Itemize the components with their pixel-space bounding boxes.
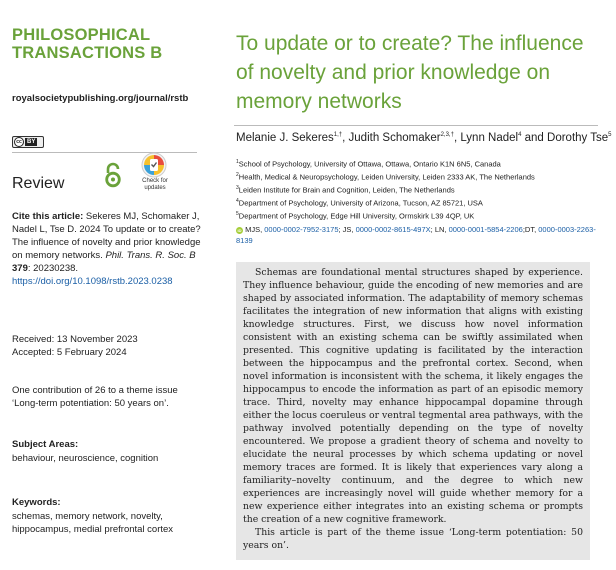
article-title: To update or to create? The influence of novelty and prior knowledge on memory networks [236,32,584,113]
left-divider [12,152,197,153]
affiliation-text: Health, Medical & Neuropsychology, Leiden University, Leiden 2333 AK, The Netherlands [238,172,535,182]
author-affiliation-marker: 2,3,† [440,132,454,139]
received-date: Received: 13 November 2023 [12,334,138,345]
author-affiliation-marker: 4 [518,132,522,139]
crossmark-icon[interactable] [141,152,167,178]
orcid-id-link[interactable]: 0000-0002-7952-3175 [264,225,339,234]
orcid-id-link[interactable]: 0000-0003-2263-8139 [236,225,596,245]
affiliation-text: Department of Psychology, Edge Hill University, Ormskirk L39 4QP, UK [238,211,475,221]
citation-journal: Phil. Trans. R. Soc. B [105,250,196,261]
citation [12,210,204,288]
orcid-author: DT, [524,225,539,234]
orcid-separator: ; [522,225,525,234]
theme-issue-statement: This article is part of the theme issue ‘Long-term potentiation: 50 years on’. [243,527,583,551]
orcid-icon: iD [237,227,242,233]
author-name: Lynn Nadel [460,132,519,144]
journal-url[interactable]: royalsocietypublishing.org/journal/rstb [12,93,189,104]
subject-areas-heading: Subject Areas: [12,439,79,450]
article-type: Review [12,175,65,192]
cc-icon: cc [14,137,24,147]
cc-by-license-badge[interactable] [12,136,44,148]
abstract-paragraph: Schemas are foundational mental structures shaped by experience. They influence behaviour, guide the encoding of new memories and are shaped by associated information. The adaptability of memory schemas facilitates the integration of new information that aligns with existing knowledge structures. First, we discuss how novel information consistent with an existing schema can be swiftly assimilated when presented. This cognitive updating is facilitated by the interaction between the hippocampus and the prefrontal cortex. Second, when novel information is inconsistent with the schema, it likely engages the hippocampus to encode the information as part of an episodic memory trace. Third, novelty may enhance hippocampal dopamine through either the locus coeruleus or ventral tegmental area pathways, with the pathway involved potentially depending on the type of novelty encountered. We propose a gradient theory of schema and novelty to elucidate the neural processes by which schema updating or novel memory traces are formed. It is likely that experiences vary along a familiarity–novelty continuum, and the degree to which new experiences are increasingly novel will guide whether memory for a new experience either integrates into an existing schema or prompts the creation of a new cognitive framework. [243,267,583,525]
theme-issue-note: One contribution of 26 to a theme issue ‘Long-term potentiation: 50 years on’. [12,385,178,409]
abstract-box [236,262,590,560]
journal-name [12,26,212,62]
orcid-separator: ; [338,225,343,234]
affiliation-text: School of Psychology, University of Ottawa, Ottawa, Ontario K1N 6N5, Canada [238,159,501,169]
author-separator: , [342,132,349,144]
subject-areas-text: behaviour, neuroscience, cognition [12,453,159,464]
citation-volume: 379 [12,263,28,274]
author-separator: , [453,132,461,144]
right-divider [234,125,598,126]
affiliation-text: Department of Psychology, University of Arizona, Tucson, AZ 85721, USA [238,198,483,208]
dates [12,333,204,359]
citation-label: Cite this article: [12,211,84,222]
affiliation-text: Leiden Institute for Brain and Cognition, Leiden, The Netherlands [238,185,455,195]
affiliation-number: 3 [236,185,239,191]
affiliation-item [236,209,604,222]
citation-article-number: : 20230238. [27,263,79,274]
by-label: BY [27,139,36,145]
orcid-separator: ; [430,225,435,234]
affiliation-number: 5 [236,211,239,217]
affiliation-number: 1 [236,159,239,165]
affiliation-item [236,196,604,209]
orcid-author: LN, [434,225,449,234]
accepted-date: Accepted: 5 February 2024 [12,347,127,358]
affiliation-number: 4 [236,198,239,204]
orcid-id-link[interactable]: 0000-0002-8615-497X [355,225,431,234]
author-separator: and [521,132,548,144]
orcid-author: MJS, [245,225,265,234]
check-updates-label[interactable]: Check for updates [142,178,168,191]
author-name: Judith Schomaker [348,132,441,144]
journal-name-line1: PHILOSOPHICAL [12,26,151,44]
orcid-author: JS, [342,225,356,234]
citation-doi-link[interactable]: https://doi.org/10.1098/rstb.2023.0238 [12,276,173,287]
author-affiliation-marker: 5 [608,132,612,139]
author-list [236,132,612,144]
affiliation-item [236,183,604,196]
affiliation-list [236,157,604,222]
author-affiliation-marker: 1,† [333,132,343,139]
author-name: Melanie J. Sekeres [236,132,334,144]
affiliation-item [236,170,604,183]
affiliation-item [236,157,604,170]
affiliation-number: 2 [236,172,239,178]
open-access-lock-icon [103,162,123,188]
journal-name-line2: TRANSACTIONS B [12,44,163,62]
orcid-list [236,224,604,246]
citation-text: Sekeres MJ, Schomaker J, Nadel L, Tse D. 2024 To update or to create? The influence of novelty and prior knowledge on memory networks. [12,211,201,261]
orcid-id-link[interactable]: 0000-0001-5854-2206 [448,225,523,234]
author-name: Dorothy Tse [547,132,609,144]
keywords-text: schemas, memory network, novelty, hippocampus, medial prefrontal cortex [12,511,174,535]
keywords-heading: Keywords: [12,497,61,508]
